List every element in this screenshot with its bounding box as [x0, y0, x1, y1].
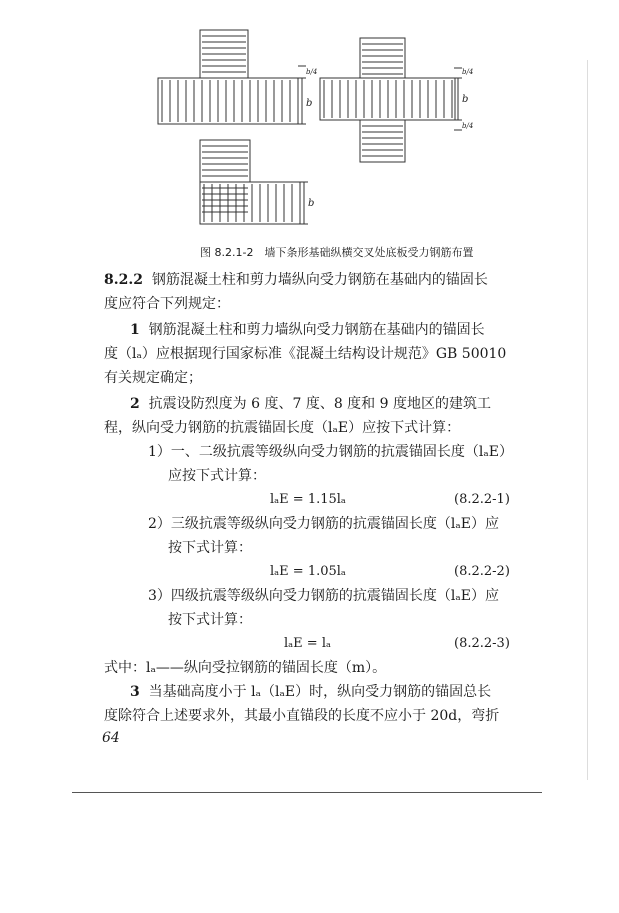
item-2-text-1: 抗震设防烈度为 6 度、7 度、8 度和 9 度地区的建筑工	[148, 396, 491, 412]
subitem-2-line-1: 2）三级抗震等级纵向受力钢筋的抗震锚固长度（lₐE）应	[148, 516, 500, 532]
page-edge-shadow	[587, 60, 588, 780]
item-1-text-1: 钢筋混凝土柱和剪力墙纵向受力钢筋在基础内的锚固长	[148, 322, 485, 338]
item-2-number: 2	[130, 396, 140, 412]
item-3-line-2: 度除符合上述要求外，其最小直锚段的长度不应小于 20d，弯折	[104, 708, 500, 724]
item-1-number: 1	[130, 322, 140, 338]
item-1-line-2: 度（lₐ）应根据现行国家标准《混凝土结构设计规范》GB 50010	[104, 346, 507, 362]
subitem-1-line-2: 应按下式计算：	[168, 468, 266, 484]
item-1-line-3: 有关规定确定；	[104, 370, 202, 386]
page-number: 64	[102, 730, 120, 746]
subitem-3-line-2: 按下式计算：	[168, 612, 252, 628]
item-3-text-1: 当基础高度小于 lₐ（lₐE）时，纵向受力钢筋的锚固总长	[148, 684, 492, 700]
rebar-layout-figure	[140, 28, 485, 238]
equation-2-number: (8.2.2-2)	[454, 564, 510, 579]
subitem-1-line-1: 1）一、二级抗震等级纵向受力钢筋的抗震锚固长度（lₐE）	[148, 444, 514, 460]
equation-2: lₐE = 1.05lₐ	[270, 564, 346, 579]
subitem-3-line-1: 3）四级抗震等级纵向受力钢筋的抗震锚固长度（lₐE）应	[148, 588, 500, 604]
equation-3: lₐE = lₐ	[284, 636, 331, 651]
equation-1-number: (8.2.2-1)	[454, 492, 510, 507]
dim-label-b4-left: b/4	[306, 68, 318, 76]
equation-1: lₐE = 1.15lₐ	[270, 492, 346, 507]
dim-label-b-left: b	[306, 98, 313, 109]
dim-label-b4-right-top: b/4	[462, 68, 474, 76]
section-heading-text-1: 钢筋混凝土柱和剪力墙纵向受力钢筋在基础内的锚固长	[151, 272, 488, 288]
bottom-rule	[72, 792, 542, 794]
dim-label-b4-right-bottom: b/4	[462, 122, 474, 130]
section-heading-line-2: 度应符合下列规定：	[104, 296, 230, 312]
equation-3-number: (8.2.2-3)	[454, 636, 510, 651]
item-1-line-1	[130, 320, 485, 340]
section-heading-line-1	[104, 270, 488, 290]
item-3-number: 3	[130, 684, 140, 700]
section-number: 8.2.2	[104, 272, 143, 288]
item-2-line-1	[130, 394, 491, 414]
item-2-line-2: 程，纵向受力钢筋的抗震锚固长度（lₐE）应按下式计算：	[104, 420, 461, 436]
dim-label-b-bottom: b	[308, 198, 315, 209]
where-clause: 式中：lₐ——纵向受拉钢筋的锚固长度（m）。	[104, 660, 387, 676]
left-cross-horizontal-band	[158, 78, 298, 124]
subitem-2-line-2: 按下式计算：	[168, 540, 252, 556]
figure-caption: 图 8.2.1-2 墙下条形基础纵横交叉处底板受力钢筋布置	[200, 246, 474, 259]
item-3-line-1	[130, 682, 491, 702]
dim-label-b-right: b	[462, 94, 469, 105]
